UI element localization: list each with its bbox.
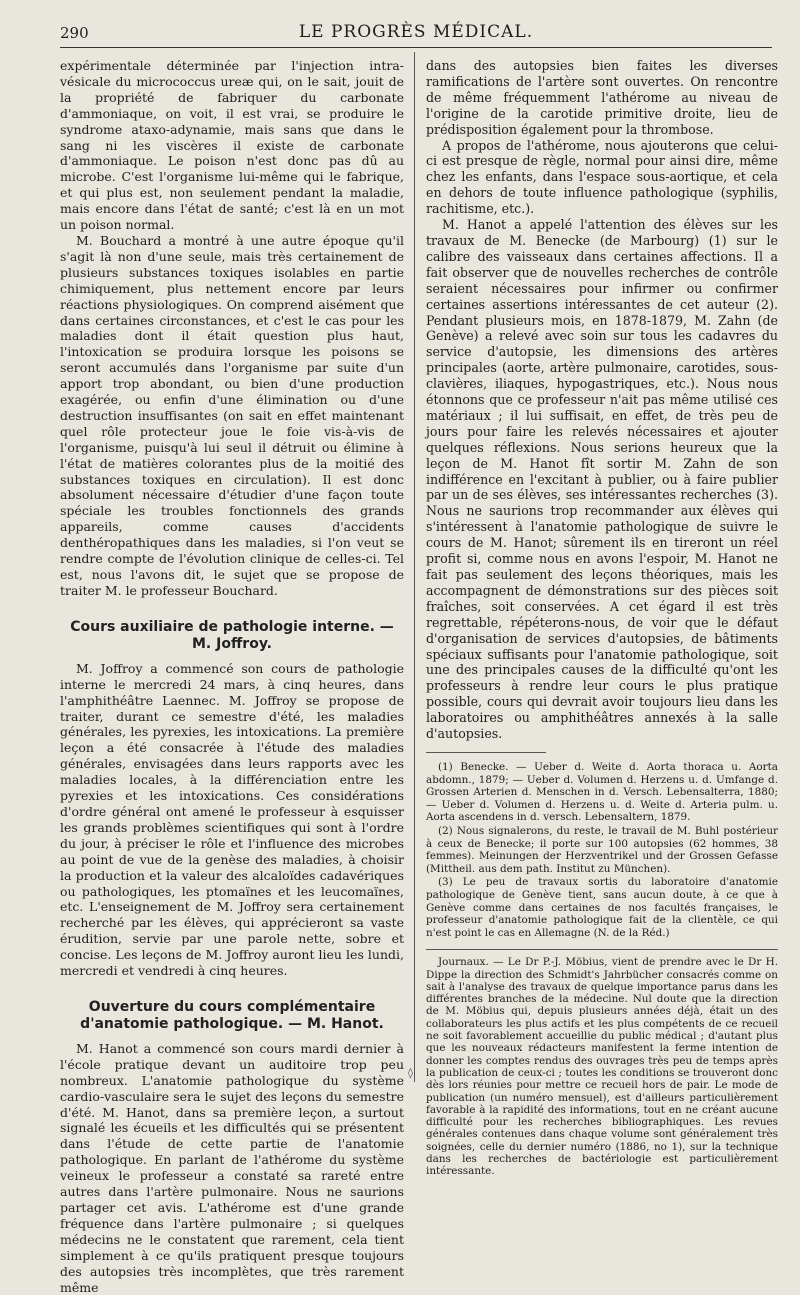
footnote: (2) Nous signalerons, du reste, le travail de M. Buhl postérieur à ceux de Benecke; il porte sur 100 autopsies (62 hommes, 38 femmes). Meinungen der Herzventrikel und der Grossen Gefasse (Mittheil. aus dem path. Institut zu München). — [426, 824, 778, 875]
page-number: 290 — [60, 24, 89, 42]
footnote: (1) Benecke. — Ueber d. Weite d. Aorta thoraca u. Aorta abdomn., 1879; — Ueber d. Volumen d. Herzens u. d. Umfange d. Grossen Arterien d. Menschen in d. Versch. Lebensalterra, 1880; — Ueber d. Volumen d. Herzens u. d. Weite d. Arteria pulm. u. Aorta ascendens in d. versch. Lebensaltern, 1879. — [426, 760, 778, 824]
page-header — [60, 22, 772, 44]
footnote-rule — [426, 752, 546, 753]
header-rule — [60, 47, 772, 48]
paragraph: M. Hanot a appelé l'attention des élèves sur les travaux de M. Benecke (de Marbourg) (1) sur le calibre des vaisseaux dans certaines affections. Il a fait observer que de nouvelles recherches de contrôle seraient nécessaires pour infirmer ou confirmer certaines assertions intéressantes de cet auteur (2). Pendant plusieurs mois, en 1878-1879, M. Zahn (de Genève) a relevé avec soin sur tous les cadavres du service d'autopsie, les dimensions des artères principales (aorte, artère pulmonaire, carotides, sous-clavières, iliaques, hypogastriques, etc.). Nous nous étonnons que ce professeur n'ait pas même utilisé ces matériaux ; il lui suffisait, en effet, de très peu de jours pour faire les relevés nécessaires et ajouter quelques réflexions. Nous serions heureux que la leçon de M. Hanot fît sortir M. Zahn de son indifférence en l'excitant à publier, ou à faire publier par un de ses élèves, ses intéressantes recherches (3). Nous ne saurions trop recommander aux élèves qui s'intéressent à l'anatomie pathologique de suivre le cours de M. Hanot; sûrement ils en tireront un réel profit si, comme nous en avons l'espoir, M. Hanot ne fait pas seulement des leçons théoriques, mais les accompagnent de démonstrations sur des pièces soit fraîches, soit conservées. A cet égard il est très regrettable, répéterons-nous, de voir que le défaut d'organisation de services d'autopsies, de bâtiments spéciaux suffisants pour l'anatomie pathologique, soit une des principales causes de la difficulté qu'ont les professeurs à rendre leur cours le plus pratique possible, cours qui devrait avoir toujours lieu dans les laboratoires ou amphithéâtres annexés à la salle d'autopsies. — [426, 217, 778, 742]
paragraph: M. Hanot a commencé son cours mardi dernier à l'école pratique devant un auditoire trop peu nombreux. L'anatomie pathologique du système cardio-vasculaire sera le sujet des leçons du semestre d'été. M. Hanot, dans sa première leçon, a surtout signalé les écueils et les difficultés qui se présentent dans l'étude de cette partie de l'anatomie pathologique. En parlant de l'athérome du système veineux le professeur a constaté sa rareté entre autres dans l'artère pulmonaire. Nous ne saurions partager cet avis. L'athérome est d'une grande fréquence dans l'artère pulmonaire ; si quelques médecins ne le constatent que rarement, cela tient simplement à ce qu'ils pratiquent presque toujours des autopsies très incomplètes, que très rarement même — [60, 1040, 404, 1295]
paragraph: M. Joffroy a commencé son cours de pathologie interne le mercredi 24 mars, à cinq heures, dans l'amphithéâtre Laennec. M. Joffroy se propose de traiter, durant ce semestre d'été, les maladies générales, les pyrexies, les intoxications. La première leçon a été consacrée à l'étude des maladies générales, envisagées dans leurs rapports avec les maladies locales, à la différenciation entre les pyrexies et les intoxications. Ces considérations d'ordre général ont amené le professeur à esquisser les grands problèmes scientifiques qui sont à l'ordre du jour, à préciser le rôle et l'influence des microbes au point de vue de la genèse des maladies, à choisir la production et la valeur des alcaloïdes cadavériques ou pathologiques, les ptomaïnes et les leucomaïnes, etc. L'enseignement de M. Joffroy sera certainement recherché par les élèves, qui apprécieront sa vaste érudition, servie par une parole nette, sobre et concise. Les leçons de M. Joffroy auront lieu les lundi, mercredi et vendredi à cinq heures. — [60, 660, 404, 979]
paragraph: expérimentale déterminée par l'injection intra-vésicale du micrococcus ureæ qui, on le sait, jouit de la propriété de fabriquer du carbonate d'ammoniaque, on voit, il est vrai, se produire le syndrome ataxo-adynamie, mais sans que dans le sang ni les viscères il existe de carbonate d'ammoniaque. Le poison n'est donc pas dû au microbe. C'est l'organisme lui-même qui le fabrique, et qui plus est, non seulement pendant la maladie, mais encore dans l'état de santé; c'est là en un mot un poison normal. — [60, 58, 404, 233]
right-column — [426, 58, 778, 1178]
column-divider — [414, 52, 415, 1082]
paragraph: dans des autopsies bien faites les diverses ramifications de l'artère sont ouvertes. On rencontre de même fréquemment l'athérome au niveau de l'origine de la carotide primitive droite, lieu de prédisposition également pour la thrombose. — [426, 58, 778, 137]
section-separator — [426, 949, 778, 950]
paragraph: M. Bouchard a montré à une autre époque qu'il s'agit là non d'une seule, mais très certainement de plusieurs substances toxiques isolables en partie chimiquement, plus nettement encore par leurs réactions physiologiques. On comprend aisément que dans certaines circonstances, et c'est le cas pour les maladies dont il était question plus haut, l'intoxication se produira lorsque les poisons se seront accumulés dans l'organisme par suite d'un apport trop abondant, ou bien d'une production exagérée, ou enfin d'une élimination ou d'une destruction insuffisantes (on sait en effet maintenant quel rôle protecteur joue le foie vis-à-vis de l'organisme, puisqu'à lui seul il détruit ou élimine à l'état de matières colorantes plus de la moitié des substances toxiques en circulation). Il est donc absolument nécessaire d'étudier d'une façon toute spéciale les troubles fonctionnels des grands appareils, comme causes d'accidents denthéropathiques dans les maladies, si l'on veut se rendre compte de l'évolution clinique de celles-ci. Tel est, nous l'avons dit, le sujet que se propose de traiter M. le professeur Bouchard. — [60, 232, 404, 598]
journal-note: Journaux. — Le Dr P.-J. Möbius, vient de prendre avec le Dr H. Dippe la direction des Schmidt's Jahrbücher consacrés comme on sait à l'analyse des travaux de quelque importance parus dans les différentes branches de la médecine. Nul doute que la direction de M. Möbius qui, depuis plusieurs années déjà, était un des collaborateurs les plus actifs et les plus compétents de ce recueil ne soit favorablement accueillie du public médical ; d'autant plus que les nouveaux rédacteurs manifestent la ferme intention de donner les comptes rendus des ouvrages très peu de temps après la publication de ceux-ci ; toutes les conditions se trouveront donc dès lors réunies pour mettre ce recueil hors de pair. Le mode de publication (un numéro mensuel), est d'ailleurs particulièrement favorable à la rapidité des informations, tout en ne créant aucune difficulté pour les recherches bibliographiques. Les revues générales contenues dans chaque volume sont généralement très soignées, celle du dernier numéro (1886, no 1), sur la technique dans les recherches de bactériologie est particulièrement intéressante. — [426, 956, 778, 1178]
paragraph: A propos de l'athérome, nous ajouterons que celui-ci est presque de règle, normal pour ainsi dire, même chez les enfants, dans l'espace sous-aortique, et cela en dehors de toute influence pathologique (syphilis, rachitisme, etc.). — [426, 137, 778, 217]
section-heading: Ouverture du cours complémentaire d'anatomie pathologique. — M. Hanot. — [80, 998, 384, 1032]
left-column — [60, 58, 404, 1295]
page-ornament: ◊ — [408, 1068, 413, 1079]
running-title: LE PROGRÈS MÉDICAL. — [298, 22, 534, 42]
section-heading: Cours auxiliaire de pathologie interne. — M. Joffroy. — [70, 618, 394, 652]
footnote: (3) Le peu de travaux sortis du laboratoire d'anatomie pathologique de Genève tient, sans aucun doute, à ce que à Genève comme dans certaines de nos facultés françaises, le professeur d'anatomie pathologique fait de la clientèle, ce qui n'est point le cas en Allemagne (N. de la Réd.) — [426, 876, 778, 939]
